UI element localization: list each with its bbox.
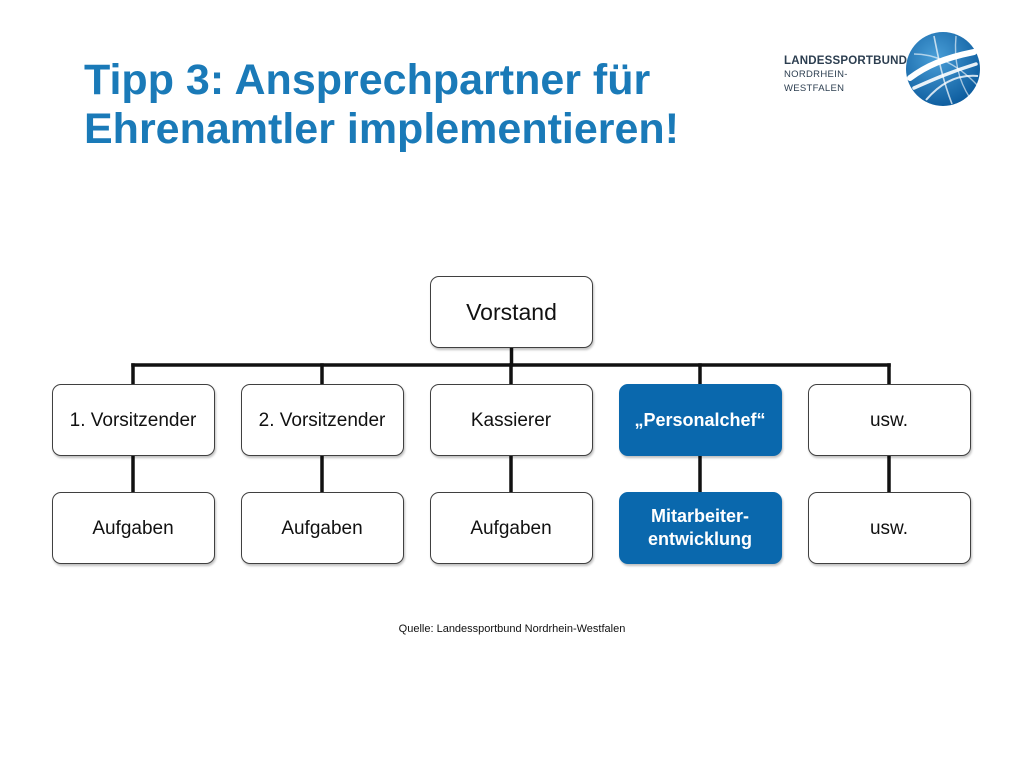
org-node-task-2-label: Aufgaben [281,517,363,539]
org-node-task-1 [52,492,215,564]
org-node-position-5-label: usw. [869,409,909,431]
org-node-position-5 [808,384,971,456]
org-node-vorstand-label: Vorstand [466,298,557,325]
org-node-vorstand [430,276,593,348]
org-node-task-4 [619,492,782,564]
org-node-position-1 [52,384,215,456]
logo-line-2: NORDRHEIN-WESTFALEN [784,69,848,94]
org-node-position-3 [430,384,593,456]
org-node-position-2-label: 2. Vorsitzender [258,409,386,431]
org-node-task-4-label: Mitarbeiter- entwicklung [647,506,752,549]
org-node-position-2 [241,384,404,456]
logo-line-1: LANDESSPORTBUND [784,55,908,67]
org-node-position-3-label: Kassierer [470,409,552,431]
slide-title-line-1: Tipp 3: Ansprechpartner für [84,56,651,104]
org-node-task-3-label: Aufgaben [470,517,552,539]
org-node-task-1-label: Aufgaben [92,517,174,539]
org-node-position-4 [619,384,782,456]
org-node-position-4-label: „Personalchef“ [634,409,766,430]
org-node-task-3 [430,492,593,564]
slide-title-line-2: Ehrenamtler implementieren! [84,105,680,153]
org-node-position-1-label: 1. Vorsitzender [69,409,197,431]
org-node-task-5 [808,492,971,564]
org-node-task-5-label: usw. [869,517,909,539]
org-node-task-2 [241,492,404,564]
source-note: Quelle: Landessportbund Nordrhein-Westfalen [398,623,626,635]
